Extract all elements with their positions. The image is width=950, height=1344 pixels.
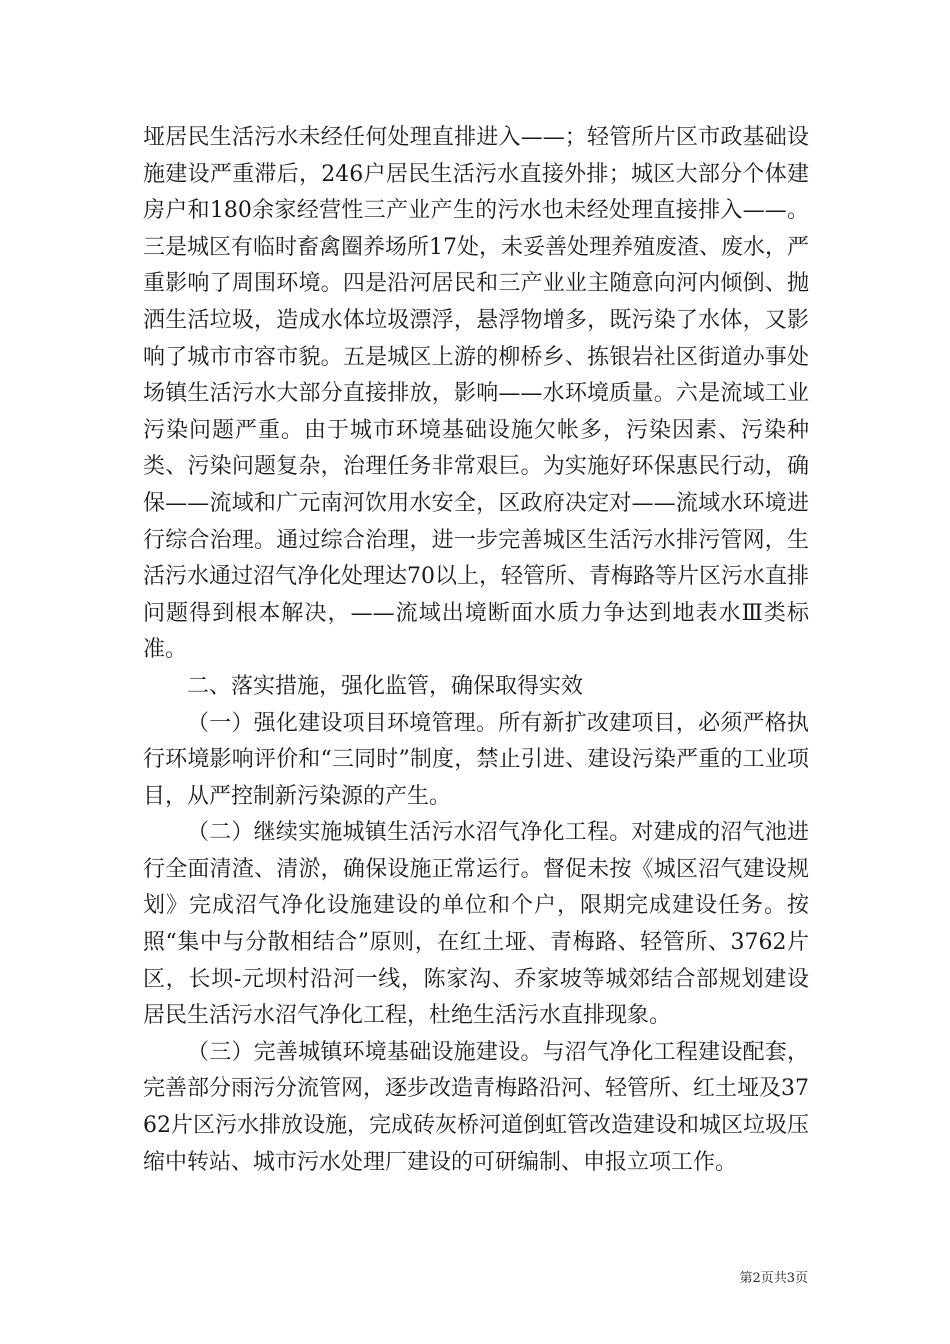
paragraph-item-3: （三）完善城镇环境基础设施建设。与沼气净化工程建设配套，完善部分雨污分流管网，逐步改造青梅路沿河、轻管所、红土垭及3762片区污水排放设施，完成砖灰桥河道倒虹管改造建设和城区垃圾压缩中转站、城市污水处理厂建设的可研编制、申报立项工作。 [143,1039,809,1175]
page-number-footer: 第2页共3页 [739,1271,808,1286]
document-body [143,120,809,1181]
paragraph-item-2: （二）继续实施城镇生活污水沼气净化工程。对建成的沼气池进行全面清渣、清淤，确保设施正常运行。督促未按《城区沼气建设规划》完成沼气净化设施建设的单位和个户，限期完成建设任务。按照“集中与分散相结合”原则，在红土垭、青梅路、轻管所、3762片区，长坝-元坝村沿河一线，陈家沟、乔家坡等城郊结合部规划建设居民生活污水沼气净化工程，杜绝生活污水直排现象。 [143,820,810,1029]
paragraph-item-1: （一）强化建设项目环境管理。所有新扩改建项目，必须严格执行环境影响评价和“三同时”制度，禁止引进、建设污染严重的工业项目，从严控制新污染源的产生。 [143,710,809,809]
section-heading-measures: 二、落实措施，强化监管，确保取得实效 [187,673,584,699]
paragraph-pollution-sources: 垭居民生活污水未经任何处理直排进入——；轻管所片区市政基础设施建设严重滞后，246户居民生活污水直接外排；城区大部分个体建房户和180余家经营性三产业产生的污水也未经处理直接排入——。三是城区有临时畜禽圈养场所17处，未妥善处理养殖废渣、废水，严重影响了周围环境。四是沿河居民和三产业业主随意向河内倾倒、抛洒生活垃圾，造成水体垃圾漂浮，悬浮物增多，既污染了水体，又影响了城市市容市貌。五是城区上游的柳桥乡、拣银岩社区街道办事处场镇生活污水大部分直接排放，影响——水环境质量。六是流域工业污染问题严重。由于城市环境基础设施欠帐多，污染因素、污染种类、污染问题复杂，治理任务非常艰巨。为实施好环保惠民行动，确保——流域和广元南河饮用水安全，区政府决定对——流域水环境进行综合治理。通过综合治理，进一步完善城区生活污水排污管网，生活污水通过沼气净化处理达70以上，轻管所、青梅路等片区污水直排问题得到根本解决，——流域出境断面水质力争达到地表水Ⅲ类标准。 [143,125,809,663]
